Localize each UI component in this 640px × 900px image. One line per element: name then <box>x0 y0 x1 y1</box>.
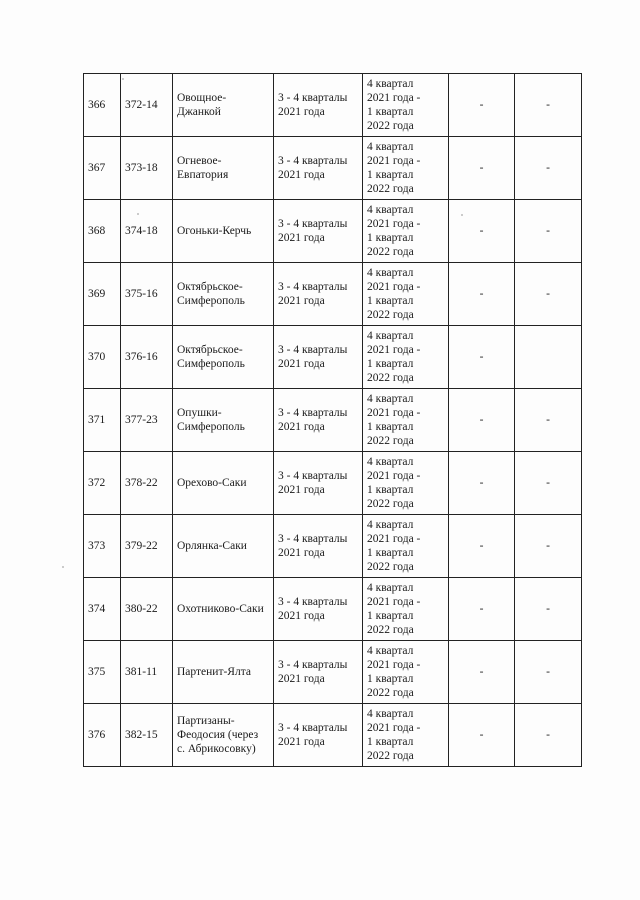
dash-cell-text: - <box>546 225 550 237</box>
dash-cell <box>449 578 515 641</box>
deadline-cell-text: 4 квартал 2021 года - 1 квартал 2022 года <box>367 456 421 510</box>
dash-cell <box>449 452 515 515</box>
period-cell-text: 3 - 4 кварталы 2021 года <box>278 407 348 433</box>
deadline-cell <box>363 578 449 641</box>
route-name <box>173 641 274 704</box>
scan-speck <box>62 566 64 568</box>
deadline-cell <box>363 389 449 452</box>
dash-cell <box>449 263 515 326</box>
table-row <box>84 641 582 704</box>
route-code-text: 373-18 <box>125 162 158 174</box>
deadline-cell-text: 4 квартал 2021 года - 1 квартал 2022 года <box>367 267 421 321</box>
row-number <box>84 326 121 389</box>
deadline-cell-text: 4 квартал 2021 года - 1 квартал 2022 года <box>367 645 421 699</box>
row-number <box>84 263 121 326</box>
route-name <box>173 389 274 452</box>
deadline-cell <box>363 452 449 515</box>
period-cell <box>274 641 363 704</box>
row-number-text: 371 <box>88 414 106 426</box>
route-name-text: Орлянка-Саки <box>177 540 247 552</box>
dash-cell <box>449 641 515 704</box>
route-name-text: Овощное- Джанкой <box>177 92 227 118</box>
dash-cell <box>515 704 582 767</box>
period-cell <box>274 578 363 641</box>
table-row <box>84 389 582 452</box>
dash-cell-text: - <box>479 666 484 678</box>
route-name <box>173 515 274 578</box>
dash-cell-text: - <box>479 99 484 111</box>
dash-cell <box>515 578 582 641</box>
route-code <box>121 74 173 137</box>
route-name-text: Октябрьское- Симферополь <box>177 281 245 307</box>
route-code <box>121 452 173 515</box>
period-cell <box>274 515 363 578</box>
period-cell-text: 3 - 4 кварталы 2021 года <box>278 281 348 307</box>
dash-cell <box>515 389 582 452</box>
period-cell <box>274 704 363 767</box>
table-row <box>84 515 582 578</box>
period-cell-text: 3 - 4 кварталы 2021 года <box>278 659 348 685</box>
deadline-cell-text: 4 квартал 2021 года - 1 квартал 2022 года <box>367 204 421 258</box>
table-row <box>84 326 582 389</box>
table-row <box>84 74 582 137</box>
dash-cell <box>515 641 582 704</box>
dash-cell <box>449 200 515 263</box>
route-code-text: 377-23 <box>125 414 158 426</box>
dash-cell <box>515 452 582 515</box>
route-code-text: 382-15 <box>125 729 158 741</box>
row-number-text: 369 <box>88 288 106 300</box>
route-code-text: 372-14 <box>125 99 158 111</box>
route-code <box>121 200 173 263</box>
route-name <box>173 704 274 767</box>
dash-cell-text: - <box>546 162 550 174</box>
dash-cell-text: - <box>546 99 550 111</box>
row-number <box>84 200 121 263</box>
route-name-text: Огоньки-Керчь <box>177 225 252 237</box>
route-code <box>121 389 173 452</box>
period-cell <box>274 74 363 137</box>
dash-cell-text: - <box>546 540 550 552</box>
table-row <box>84 704 582 767</box>
period-cell <box>274 200 363 263</box>
dash-cell-text: - <box>479 414 484 426</box>
row-number-text: 374 <box>88 603 106 615</box>
route-name-text: Охотниково-Саки <box>177 603 264 615</box>
route-name <box>173 263 274 326</box>
deadline-cell-text: 4 квартал 2021 года - 1 квартал 2022 года <box>367 393 421 447</box>
period-cell-text: 3 - 4 кварталы 2021 года <box>278 155 348 181</box>
route-name-text: Октябрьское- Симферополь <box>177 344 245 370</box>
dash-cell-text: - <box>546 603 550 615</box>
table-row <box>84 200 582 263</box>
deadline-cell <box>363 200 449 263</box>
route-name <box>173 137 274 200</box>
period-cell <box>274 326 363 389</box>
route-code <box>121 263 173 326</box>
route-code <box>121 704 173 767</box>
row-number <box>84 74 121 137</box>
dash-cell <box>449 74 515 137</box>
dash-cell-text: - <box>546 477 550 489</box>
route-code-text: 375-16 <box>125 288 158 300</box>
dash-cell-text: - <box>546 414 550 426</box>
period-cell-text: 3 - 4 кварталы 2021 года <box>278 218 348 244</box>
period-cell <box>274 263 363 326</box>
route-name <box>173 452 274 515</box>
row-number-text: 372 <box>88 477 106 489</box>
deadline-cell <box>363 641 449 704</box>
period-cell-text: 3 - 4 кварталы 2021 года <box>278 722 348 748</box>
dash-cell <box>449 515 515 578</box>
route-name-text: Партенит-Ялта <box>177 666 251 678</box>
row-number-text: 368 <box>88 225 106 237</box>
deadline-cell-text: 4 квартал 2021 года - 1 квартал 2022 года <box>367 519 421 573</box>
deadline-cell-text: 4 квартал 2021 года - 1 квартал 2022 года <box>367 708 421 762</box>
row-number <box>84 704 121 767</box>
dash-cell <box>515 200 582 263</box>
deadline-cell <box>363 515 449 578</box>
dash-cell <box>449 389 515 452</box>
period-cell <box>274 452 363 515</box>
dash-cell-text: - <box>479 225 484 237</box>
table-row <box>84 452 582 515</box>
deadline-cell-text: 4 квартал 2021 года - 1 квартал 2022 года <box>367 582 421 636</box>
dash-cell <box>515 74 582 137</box>
dash-cell-text: - <box>546 666 550 678</box>
route-name <box>173 326 274 389</box>
row-number <box>84 389 121 452</box>
row-number-text: 375 <box>88 666 106 678</box>
deadline-cell <box>363 137 449 200</box>
dash-cell <box>515 326 582 389</box>
dash-cell-text: - <box>479 288 484 300</box>
dash-cell-text: - <box>479 477 484 489</box>
deadline-cell-text: 4 квартал 2021 года - 1 квартал 2022 года <box>367 330 421 384</box>
route-code-text: 378-22 <box>125 477 158 489</box>
deadline-cell <box>363 263 449 326</box>
row-number-text: 367 <box>88 162 106 174</box>
row-number <box>84 137 121 200</box>
route-code-text: 381-11 <box>125 666 158 678</box>
table-row <box>84 137 582 200</box>
period-cell <box>274 137 363 200</box>
row-number-text: 370 <box>88 351 106 363</box>
dash-cell-text: - <box>479 351 484 363</box>
route-schedule-table <box>83 73 582 767</box>
route-code-text: 374-18 <box>125 225 158 237</box>
route-name-text: Орехово-Саки <box>177 477 247 489</box>
period-cell-text: 3 - 4 кварталы 2021 года <box>278 92 348 118</box>
dash-cell <box>515 515 582 578</box>
deadline-cell-text: 4 квартал 2021 года - 1 квартал 2022 года <box>367 78 421 132</box>
deadline-cell <box>363 74 449 137</box>
route-code-text: 376-16 <box>125 351 158 363</box>
dash-cell-text: - <box>479 603 484 615</box>
dash-cell <box>449 326 515 389</box>
table-body <box>84 74 582 767</box>
period-cell <box>274 389 363 452</box>
dash-cell-text: - <box>546 288 550 300</box>
dash-cell <box>515 137 582 200</box>
route-name <box>173 578 274 641</box>
dash-cell <box>449 704 515 767</box>
dash-cell-text: - <box>479 540 484 552</box>
deadline-cell <box>363 704 449 767</box>
row-number <box>84 452 121 515</box>
table-row <box>84 578 582 641</box>
route-code <box>121 326 173 389</box>
table-row <box>84 263 582 326</box>
dash-cell-text: - <box>546 729 550 741</box>
route-name <box>173 200 274 263</box>
dash-cell <box>449 137 515 200</box>
period-cell-text: 3 - 4 кварталы 2021 года <box>278 596 348 622</box>
deadline-cell-text: 4 квартал 2021 года - 1 квартал 2022 года <box>367 141 421 195</box>
period-cell-text: 3 - 4 кварталы 2021 года <box>278 533 348 559</box>
row-number-text: 373 <box>88 540 106 552</box>
period-cell-text: 3 - 4 кварталы 2021 года <box>278 470 348 496</box>
period-cell-text: 3 - 4 кварталы 2021 года <box>278 344 348 370</box>
dash-cell <box>515 263 582 326</box>
row-number-text: 366 <box>88 99 106 111</box>
route-name-text: Огневое- Евпатория <box>177 155 229 181</box>
route-name <box>173 74 274 137</box>
row-number <box>84 515 121 578</box>
row-number <box>84 641 121 704</box>
row-number <box>84 578 121 641</box>
dash-cell-text: - <box>479 162 484 174</box>
deadline-cell <box>363 326 449 389</box>
route-code <box>121 578 173 641</box>
route-code <box>121 137 173 200</box>
route-code-text: 380-22 <box>125 603 158 615</box>
row-number-text: 376 <box>88 729 106 741</box>
route-code <box>121 515 173 578</box>
route-name-text: Опушки- Симферополь <box>177 407 245 433</box>
route-name-text: Партизаны- Феодосия (через с. Абрикосовку) <box>177 715 259 755</box>
route-code <box>121 641 173 704</box>
dash-cell-text: - <box>479 729 484 741</box>
route-code-text: 379-22 <box>125 540 158 552</box>
